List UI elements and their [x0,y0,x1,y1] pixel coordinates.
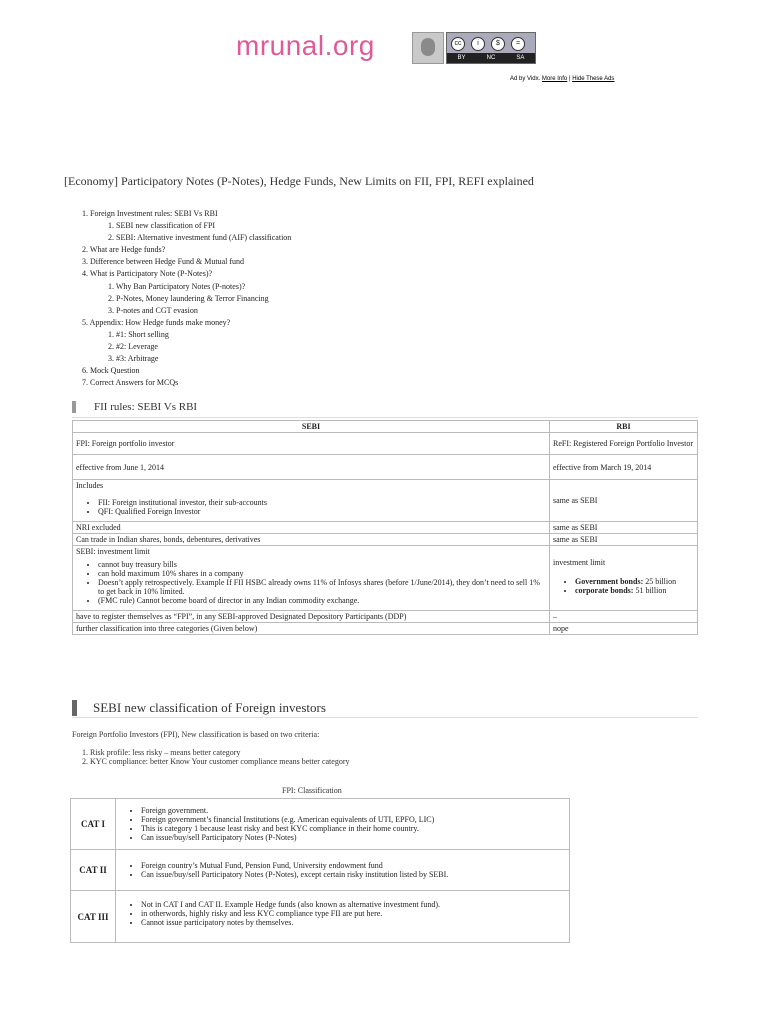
toc-item[interactable] [82,341,291,353]
list-item: • Foreign country’s Mutual Fund, Pension Fund, University endowment fund [141,861,566,870]
bold-label: corporate bonds: [575,585,634,595]
category-details [116,799,570,850]
toc-number: 4. [82,269,88,279]
toc-link[interactable]: Difference between Hedge Fund & Mutual fund [90,257,245,267]
toc-link[interactable]: #2: Leverage [116,342,158,352]
article-title: [Economy] Participatory Notes (P-Notes), Hedge Funds, New Limits on FII, FPI, REFI explained [64,174,534,188]
table-row [73,455,698,480]
category-details [116,850,570,891]
bullet-list [119,900,566,927]
cell-heading: investment limit [553,557,606,567]
toc-number: 5. [82,317,88,327]
cell-sebi [73,480,550,522]
toc-link[interactable]: Correct Answers for MCQs [90,378,179,388]
category-label: CAT III [71,891,116,943]
toc-link[interactable]: What are Hedge funds? [89,245,166,255]
toc-item[interactable] [82,293,291,305]
toc-number: 6. [82,366,88,376]
list-item: • Cannot issue participatory notes by themselves. [141,918,566,927]
cell-heading: SEBI: investment limit [76,547,150,556]
toc-item[interactable] [82,281,291,293]
cell-rbi [550,546,698,611]
list-item: • in otherwords, highly risky and less KYC compliance type FII are put here. [141,909,566,918]
table-caption: FPI: Classification [282,786,342,795]
toc-item[interactable] [82,232,291,244]
bullet-list [76,498,546,516]
divider [72,417,698,418]
intro-paragraph: Foreign Portfolio Investors (FPI), New classification is based on two criteria: [72,730,320,739]
toc-item[interactable] [82,305,291,317]
sharealike-icon: = [511,37,525,51]
bold-label: Government bonds: [575,576,644,586]
table-of-contents [82,208,291,389]
list-item: • Foreign government’s financial Institutions (e.g. American equivalents of UTI, EPFO, LIC) [141,815,566,824]
list-item: 1. Risk profile: less risky – means better category [82,748,241,757]
category-label: CAT II [71,850,116,891]
table-row [73,546,698,611]
bullet-list [553,577,694,595]
limit-value: 51 billion [635,585,667,595]
noncommercial-icon: $ [491,37,505,51]
ads-bar [510,76,614,82]
toc-link[interactable]: SEBI new classification of FPI [116,221,216,231]
section-heading-sebi-classification: SEBI new classification of Foreign investors [72,700,326,716]
cc-label-sa: SA [516,55,525,61]
table-header-row [73,421,698,433]
fpi-classification-table [70,798,570,943]
attribution-icon: i [471,37,485,51]
list-item: • QFI: Qualified Foreign Investor [98,507,546,516]
cell-rbi: nope [550,623,698,635]
ads-prefix: Ad by Vidx. [510,76,541,82]
ads-more-info-link[interactable]: More Info [541,76,568,82]
criteria-text: Risk profile: less risky – means better category [90,748,241,757]
list-item: • Not in CAT I and CAT II. Example Hedge funds (also known as alternative investment fund). [141,900,566,909]
list-item [575,577,694,586]
column-header-sebi: SEBI [73,421,550,433]
table-row [71,891,570,943]
toc-link[interactable]: Appendix: How Hedge funds make money? [89,317,231,327]
cell-sebi: further classification into three categories (Given below) [73,623,550,635]
list-item: • Foreign government. [141,806,566,815]
toc-link[interactable]: What is Participatory Note (P-Notes)? [89,269,213,279]
toc-number: 3. [108,354,114,364]
category-details [116,891,570,943]
toc-item[interactable] [82,317,291,329]
toc-link[interactable]: P-notes and CGT evasion [116,305,198,315]
limit-value: 25 billion [645,576,677,586]
toc-number: 2. [108,342,114,352]
toc-item[interactable] [82,329,291,341]
list-item: • This is category 1 because least risky and best KYC compliance in their home country. [141,824,566,833]
ads-separator: | [568,76,571,82]
cell-sebi: FPI: Foreign portfolio investor [73,433,550,455]
creative-commons-badge[interactable] [446,32,536,64]
fii-rules-table [72,420,698,635]
cc-icon: cc [451,37,465,51]
toc-item[interactable] [82,244,291,256]
toc-item[interactable] [82,220,291,232]
table-row [73,623,698,635]
table-row [73,534,698,546]
cell-heading: Includes [76,481,104,490]
toc-number: 2. [108,233,114,243]
section-heading-fii-rules: FII rules: SEBI Vs RBI [72,401,197,413]
cell-sebi: NRI excluded [73,522,550,534]
toc-item[interactable] [82,256,291,268]
cell-sebi: Can trade in Indian shares, bonds, debentures, derivatives [73,534,550,546]
toc-number: 3. [82,257,88,267]
table-row [73,480,698,522]
toc-number: 2. [108,293,114,303]
toc-link[interactable]: Why Ban Participatory Notes (P-notes)? [115,281,246,291]
list-item: • (FMC rule) Cannot become board of director in any Indian commodity exchange. [98,596,546,605]
toc-item[interactable] [82,268,291,280]
table-row [71,799,570,850]
cell-rbi: – [550,611,698,623]
cc-label-nc: NC [486,55,496,61]
bullet-list [76,560,546,605]
list-item: • can hold maximum 10% shares in a company [98,569,546,578]
toc-link[interactable]: #3: Arbitrage [116,354,159,364]
category-label: CAT I [71,799,116,850]
toc-item[interactable] [82,377,291,389]
table-row [71,850,570,891]
toc-item[interactable] [82,353,291,365]
list-item: • Doesn’t apply retrospectively. Example If FII HSBC already owns 11% of Infosys shares (before 1/June/2014), they don’t need to sell 1% to get back in 10% limited. [98,578,546,596]
cell-sebi: have to register themselves as “FPI”, in any SEBI-approved Designated Depository Participants (DDP) [73,611,550,623]
toc-link[interactable]: Foreign Investment rules: SEBI Vs RBI [90,209,218,218]
logo-avatar-image [412,32,444,64]
table-row [73,433,698,455]
column-header-rbi: RBI [550,421,698,433]
toc-link[interactable]: #1: Short selling [116,329,169,339]
toc-number: 7. [82,378,88,388]
toc-item[interactable] [82,208,291,220]
criteria-list [72,748,349,766]
list-item: 2. KYC compliance: better Know Your customer compliance means better category [82,757,350,766]
cell-rbi: ReFI: Registered Foreign Portfolio Investor [550,433,698,455]
toc-link[interactable]: P-Notes, Money laundering & Terror Financing [116,293,269,303]
criteria-text: KYC compliance: better Know Your customer compliance means better category [90,757,350,766]
ads-hide-link[interactable]: Hide These Ads [572,76,615,82]
toc-number: 1. [108,329,114,339]
cell-sebi: effective from June 1, 2014 [73,455,550,480]
cell-rbi: effective from March 19, 2014 [550,455,698,480]
bullet-list [119,861,566,879]
site-logo[interactable]: mrunal.org [236,30,375,61]
list-item: • Can issue/buy/sell Participatory Notes (P-Notes) [141,833,566,842]
toc-link[interactable]: Mock Question [90,366,140,376]
toc-number: 1. [108,221,114,231]
list-item: • Can issue/buy/sell Participatory Notes (P-Notes), except certain risky institution listed by SEBI. [141,870,566,879]
toc-number: 1. [108,281,114,291]
list-item: • cannot buy treasury bills [98,560,546,569]
cell-rbi: same as SEBI [550,480,698,522]
cell-rbi: same as SEBI [550,522,698,534]
toc-number: 3. [108,305,114,315]
cell-rbi: same as SEBI [550,534,698,546]
toc-number: 2. [82,245,88,255]
cell-sebi [73,546,550,611]
list-item [575,586,694,595]
cc-label-by: BY [457,55,466,61]
table-row [73,611,698,623]
toc-link[interactable]: SEBI: Alternative investment fund (AIF) classification [116,233,292,243]
toc-item[interactable] [82,365,291,377]
divider [72,717,698,718]
list-item: • FII: Foreign institutional investor, their sub-accounts [98,498,546,507]
toc-number: 1. [82,209,88,218]
bullet-list [119,806,566,842]
table-row [73,522,698,534]
